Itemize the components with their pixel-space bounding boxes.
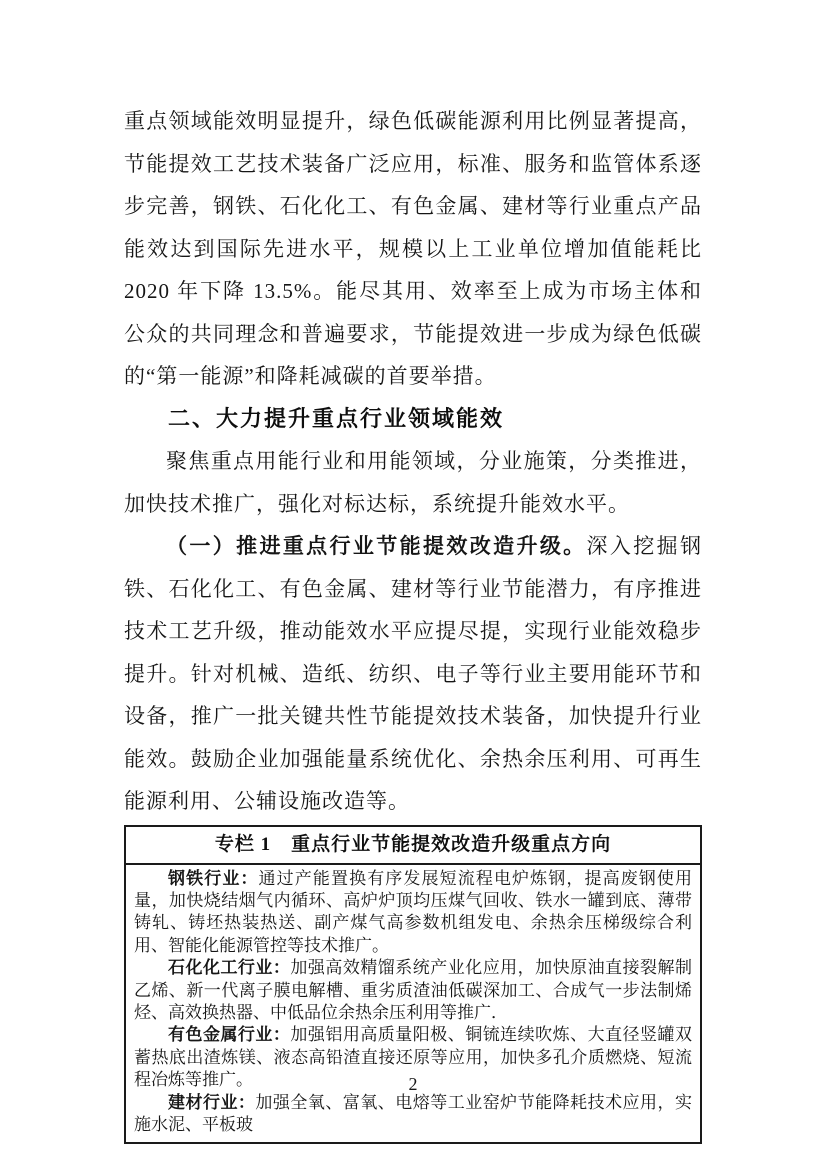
page-number: 2: [408, 1074, 418, 1094]
callout-item-label: 石化化工行业：: [168, 958, 291, 978]
callout-box-title: 专栏 1 重点行业节能提效改造升级重点方向: [126, 827, 700, 865]
callout-box-body: [126, 865, 700, 1143]
subsection-title: （一）推进重点行业节能提效改造升级。: [166, 534, 587, 558]
callout-item-label: 有色金属行业：: [168, 1025, 291, 1045]
document-content: [124, 100, 702, 1144]
callout-item-petrochemical: [134, 957, 692, 1024]
callout-item-text: 加强铝用高质量阳极、铜锍连续吹炼、大直径竖罐双蓄热底出渣炼镁、液态高铅渣直接还原等应用，加快多孔介质燃烧、短流程冶炼等推广。: [134, 1025, 693, 1090]
callout-item-label: 钢铁行业：: [168, 868, 259, 888]
callout-box: [124, 825, 702, 1145]
callout-item-steel: [134, 868, 692, 958]
callout-item-label: 建材行业：: [168, 1092, 256, 1112]
paragraph: 聚焦重点用能行业和用能领域，分业施策，分类推进，加快技术推广，强化对标达标，系统提升能效水平。: [124, 449, 702, 516]
paragraph-continued: 重点领域能效明显提升，绿色低碳能源利用比例显著提高，节能提效工艺技术装备广泛应用，标准、服务和监管体系逐步完善，钢铁、石化化工、有色金属、建材等行业重点产品能效达到国际先进水平，规模以上工业单位增加值能耗比2020 年下降 13.5%。能尽其用、效率至上成为市场主体和公众的共同理念和普遍要求，节能提效进一步成为绿色低碳的“第一能源”和降耗减碳的首要举措。: [124, 109, 702, 388]
paragraph-text: 深入挖掘钢铁、石化化工、有色金属、建材等行业节能潜力，有序推进技术工艺升级，推动能效水平应提尽提，实现行业能效稳步提升。针对机械、造纸、纺织、电子等行业主要用能环节和设备，推广一批关键共性节能提效技术装备，加快提升行业能效。鼓励企业加强能量系统优化、余热余压利用、可再生能源利用、公辅设施改造等。: [124, 534, 703, 813]
paragraph: [124, 525, 702, 823]
callout-item-building-materials: [134, 1092, 692, 1137]
callout-item-text: 加强全氧、富氧、电熔等工业窑炉节能降耗技术应用，实施水泥、平板玻: [134, 1092, 693, 1134]
callout-item-text: 通过产能置换有序发展短流程电炉炼钢，提高废钢使用量，加快烧结烟气内循环、高炉炉顶均压煤气回收、铁水一罐到底、薄带铸轧、铸坯热装热送、副产煤气高参数机组发电、余热余压梯级综合利用、智能化能源管控等技术推广。: [134, 868, 693, 955]
section-heading: 二、大力提升重点行业领域能效: [168, 405, 505, 431]
callout-item-text: 加强高效精馏系统产业化应用，加快原油直接裂解制乙烯、新一代离子膜电解槽、重劣质渣油低碳深加工、合成气一步法制烯烃、高效换热器、中低品位余热余压利用等推广．: [134, 958, 693, 1022]
